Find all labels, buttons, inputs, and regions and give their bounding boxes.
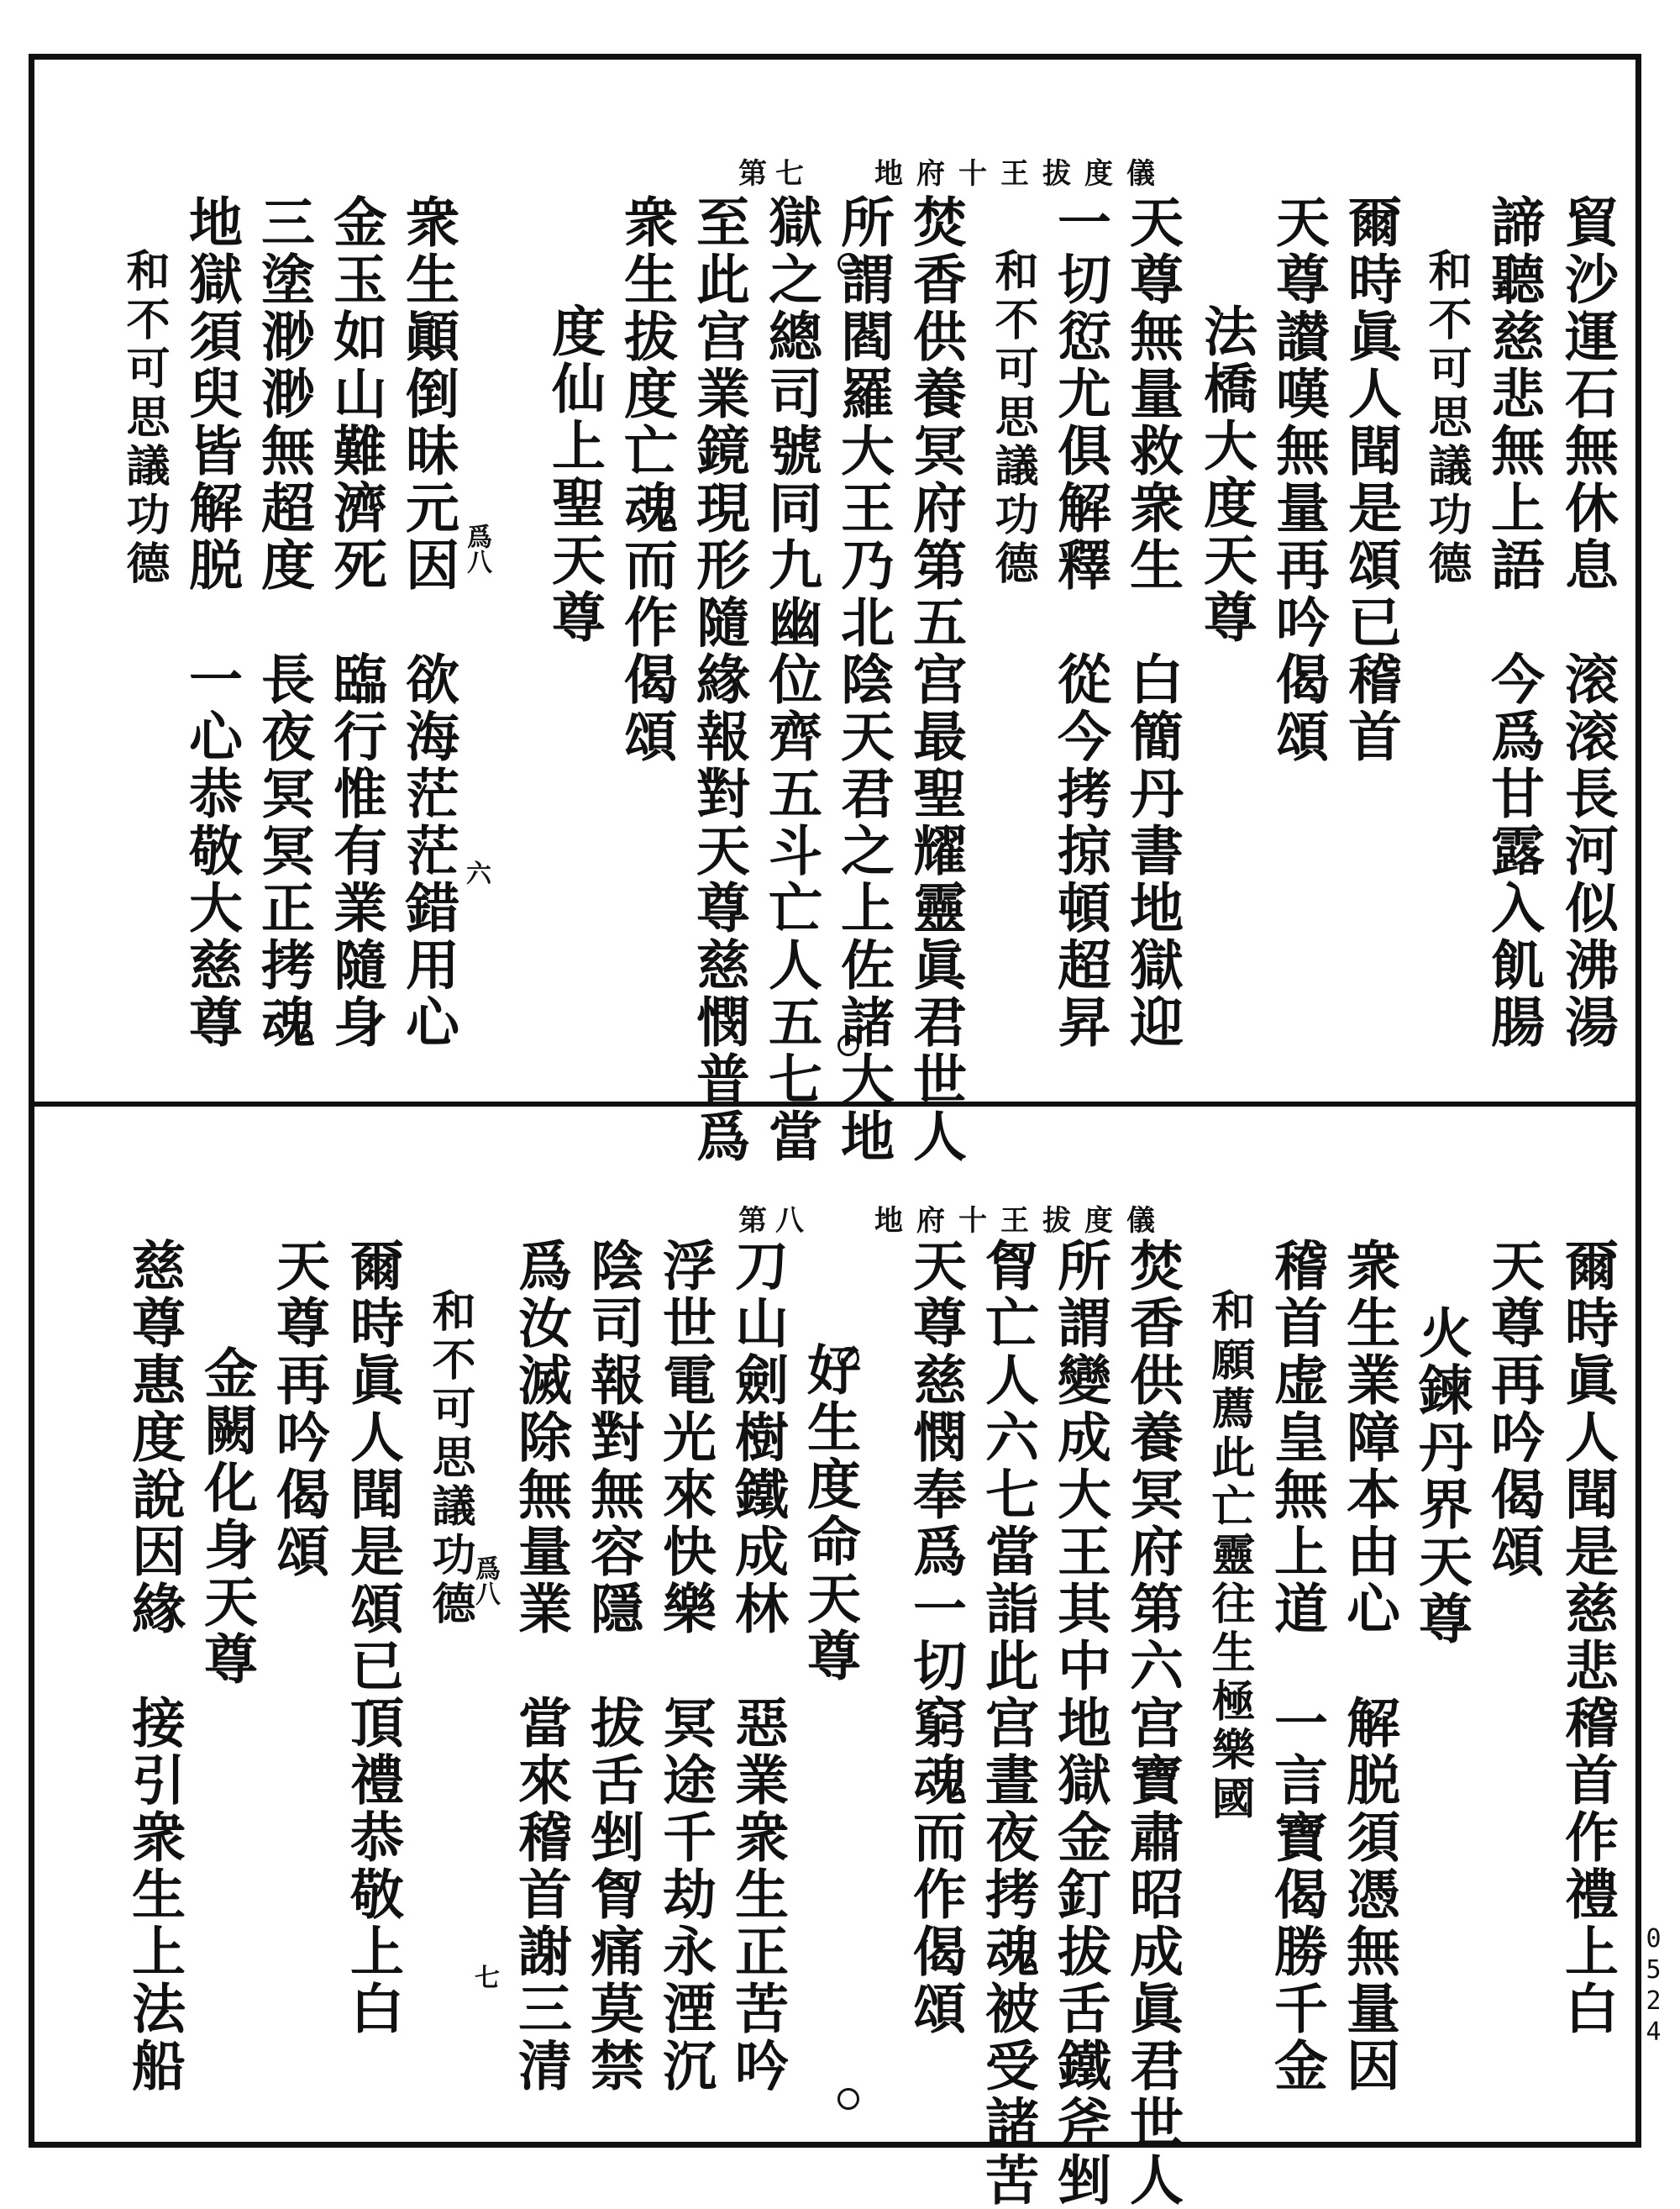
bottom-col-8: 所謂變成大王其中地獄金釘拔舌鐵斧剉 [1048, 1238, 1111, 2209]
bottom-col-10: 天尊慈憫奉爲一切窮魂而作偈頌 [904, 1238, 967, 2038]
bottom-col-20: 慈尊惠度說因緣 接引衆生上法船 [123, 1238, 186, 2095]
top-col-15: 度仙上聖天尊 [543, 303, 606, 646]
top-col-5: 天尊讃嘆無量再吟偈頌 [1267, 194, 1330, 765]
bottom-col-12: 刀山劍樹鐵成林 惡業衆生正苦吟 [726, 1238, 789, 2095]
bottom-col-2: 天尊再吟偈頌 [1482, 1238, 1545, 1580]
top-circle-2 [837, 1034, 859, 1056]
top-marker-2: 六 [466, 860, 491, 889]
bottom-marker-1: 爲八 [470, 1555, 500, 1606]
top-panel [34, 60, 1635, 1165]
bottom-col-16: 和不可思議功德 [424, 1288, 475, 1629]
top-col-7: 天尊無量救衆生 白簡丹書地獄迎 [1121, 194, 1184, 1051]
bottom-col-13: 浮世電光來快樂 冥途千劫永湮沉 [654, 1238, 717, 2095]
bottom-circle-2 [837, 2088, 859, 2110]
top-col-20: 和不可思議功德 [118, 248, 170, 589]
top-col-10: 焚香供養冥府第五宫最聖耀靈眞君世人 [904, 194, 967, 1165]
top-header-section: 第七 [738, 157, 812, 191]
bottom-col-19: 金闕化身天尊 [195, 1345, 258, 1688]
top-col-6: 法橋大度天尊 [1194, 303, 1257, 646]
top-header-title: 地府十王拔度儀 [874, 157, 1168, 191]
top-col-14: 衆生拔度亡魂而作偈頌 [615, 194, 678, 765]
top-col-1: 貿沙運石無休息 滚滚長河似沸湯 [1556, 194, 1619, 1051]
top-col-12: 獄之總司號同九幽位齊五斗亡人五七當 [759, 194, 822, 1165]
top-col-13: 至此宫業鏡現形隨緣報對天尊慈憫普爲 [687, 194, 750, 1165]
bottom-col-9: 胷亡人六七當詣此宫晝夜拷魂被受諸苦 [976, 1238, 1039, 2209]
bottom-col-1: 爾時眞人聞是慈悲稽首作禮上白 [1556, 1238, 1619, 2038]
top-col-19: 地獄須臾皆解脱 一心恭敬大慈尊 [180, 194, 243, 1051]
page-frame [29, 54, 1641, 2209]
top-col-4: 爾時眞人聞是頌已稽首 [1339, 194, 1402, 765]
top-col-16: 衆生顚倒昧元因 欲海茫茫錯用心 [396, 194, 459, 1051]
page-number: 0524 [1639, 1924, 1668, 2049]
bottom-col-3: 火鍊丹界天尊 [1410, 1305, 1473, 1648]
bottom-col-18: 天尊再吟偈頌 [267, 1238, 330, 1580]
top-col-9: 和不可思議功德 [987, 248, 1038, 589]
top-col-3: 和不可思議功德 [1420, 248, 1472, 589]
bottom-col-6: 和願薦此亡靈往生極樂國 [1204, 1288, 1255, 1824]
top-col-18: 三塗渺渺無超度 長夜冥冥正拷魂 [252, 194, 315, 1051]
top-col-17: 金玉如山難濟死 臨行惟有業隨身 [324, 194, 387, 1051]
top-col-2: 諦聽慈悲無上語 今爲甘露入飢腸 [1482, 194, 1545, 1051]
bottom-col-4: 衆生業障本由心 解脱須憑無量因 [1337, 1238, 1400, 2095]
bottom-col-17: 爾時眞人聞是頌已頂禮恭敬上白 [341, 1238, 404, 2038]
bottom-marker-2: 七 [475, 1964, 500, 1993]
top-marker-1: 爲八 [462, 523, 491, 574]
top-circle-1 [837, 253, 859, 275]
top-col-8: 一切愆尤俱解釋 從今拷掠頓超昇 [1048, 194, 1111, 1051]
bottom-header-title: 地府十王拔度儀 [874, 1204, 1168, 1238]
bottom-col-14: 陰司報對無容隱 拔舌剉胷痛莫禁 [581, 1238, 644, 2095]
bottom-header [34, 1197, 1635, 1238]
bottom-col-5: 稽首虚皇無上道 一言寶偈勝千金 [1265, 1238, 1328, 2095]
bottom-col-15: 爲汝滅除無量業 當來稽首謝三清 [509, 1238, 572, 2095]
bottom-col-11: 好生度命天尊 [798, 1342, 861, 1685]
bottom-header-section: 第八 [738, 1204, 812, 1238]
bottom-col-7: 焚香供養冥府第六宫寶肅昭成眞君世人 [1121, 1238, 1184, 2209]
top-col-11: 所謂閻羅大王乃北陰天君之上佐諸大地 [832, 194, 895, 1165]
top-header [34, 150, 1635, 191]
bottom-panel [34, 1107, 1635, 2209]
bottom-circle-1 [837, 1347, 859, 1369]
